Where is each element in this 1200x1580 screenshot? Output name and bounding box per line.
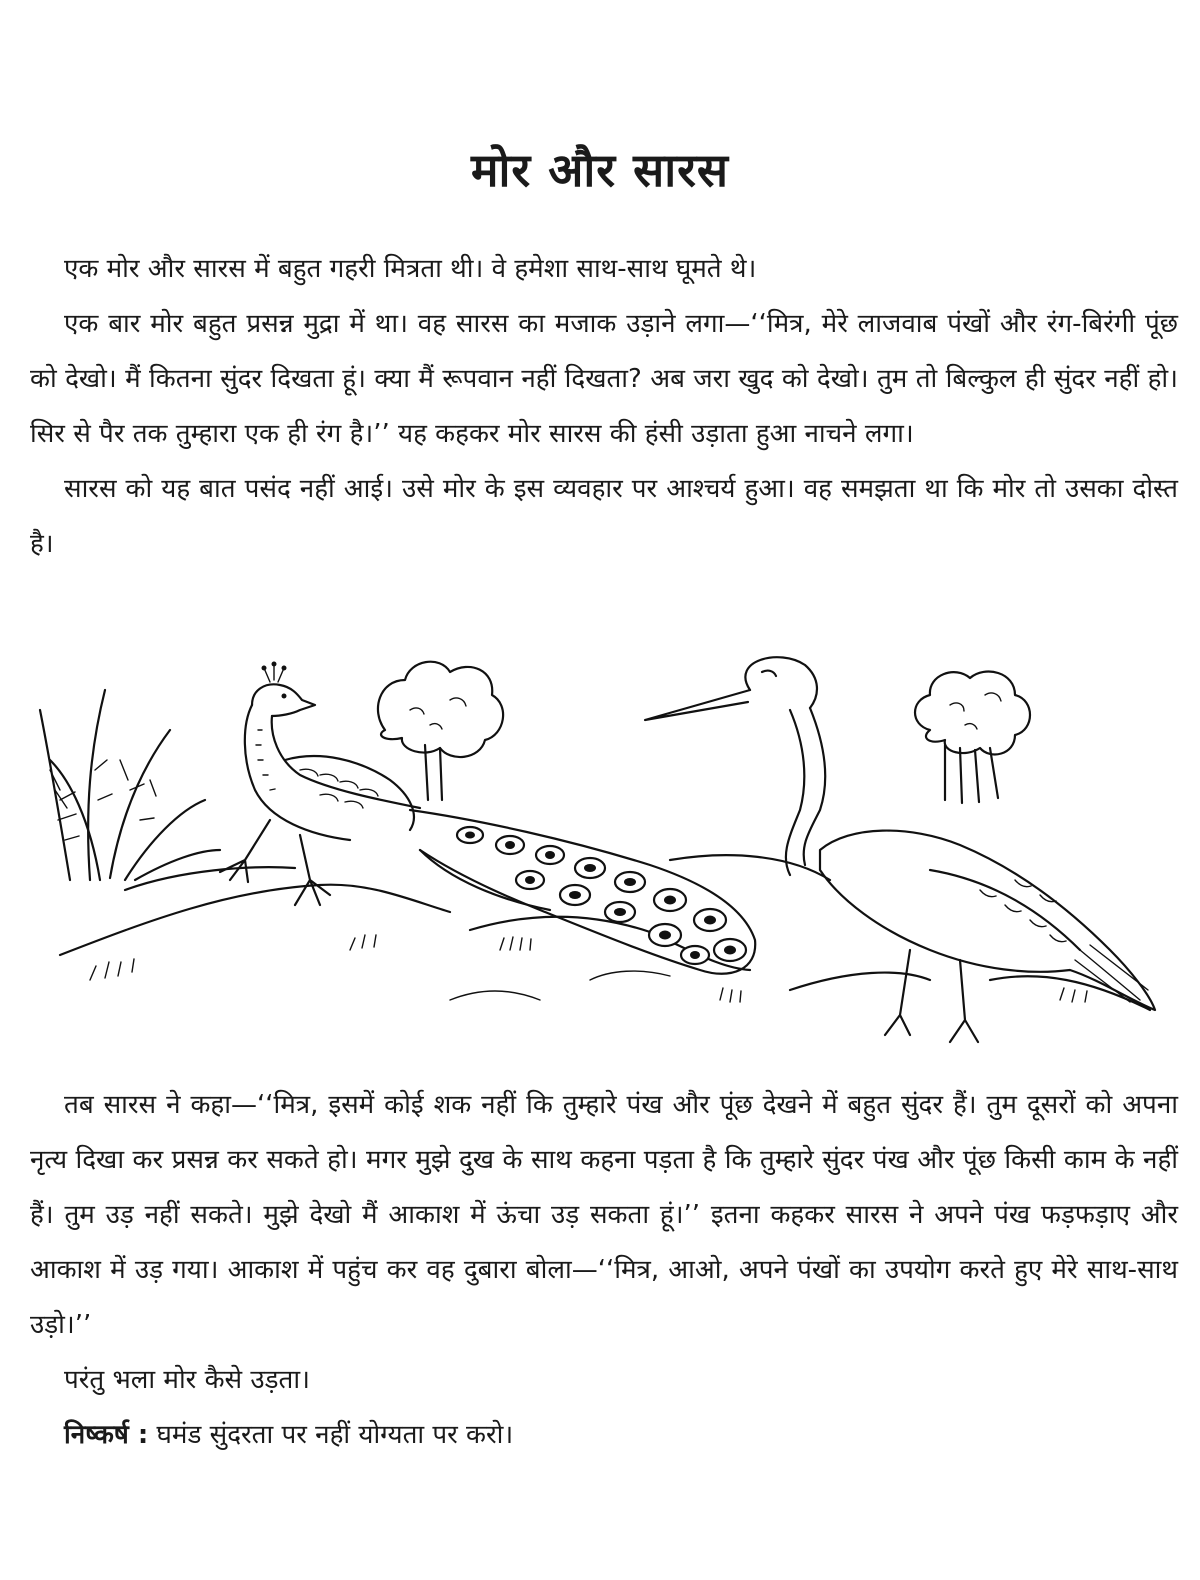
story-illustration	[30, 650, 1175, 1065]
paragraph: तब सारस ने कहा—‘‘मित्र, इसमें कोई शक नहीं कि तुम्हारे पंख और पूंछ देखने में बहुत सुंदर हैं। तुम दूसरों को अपना नृत्य दिखा कर प्रसन्न कर सकते हो। मगर मुझे दुख के साथ कहना पड़ता है कि तुम्हारे सुंदर पंख और पूंछ किसी काम के नहीं हैं। तुम उड़ नहीं सकते। मुझे देखो मैं आकाश में ऊंचा उड़ सकता हूं।’’ इतना कहकर सारस ने अपने पंख फड़फड़ाए और आकाश में उड़ गया। आकाश में पहुंच कर वह दुबारा बोला—‘‘मित्र, आओ, अपने पंखों का उपयोग करते हुए मेरे साथ-साथ उड़ो।’’	[30, 1090, 1178, 1340]
ground-icon	[60, 855, 1150, 1010]
tree-icon	[378, 662, 503, 800]
paragraph: एक मोर और सारस में बहुत गहरी मित्रता थी। वे हमेशा साथ-साथ घूमते थे।	[64, 254, 757, 284]
grass-icon	[40, 690, 220, 880]
peacock-icon	[220, 662, 755, 974]
illustration-svg	[30, 650, 1175, 1065]
paragraph: एक बार मोर बहुत प्रसन्न मुद्रा में था। वह सारस का मजाक उड़ाने लगा—‘‘मित्र, मेरे लाजवाब पंखों और रंग-बिरंगी पूंछ को देखो। मैं कितना सुंदर दिखता हूं। क्या मैं रूपवान नहीं दिखता? अब जरा खुद को देखो। तुम तो बिल्कुल ही सुंदर नहीं हो। सिर से पैर तक तुम्हारा एक ही रंग है।’’ यह कहकर मोर सारस की हंसी उड़ाता हुआ नाचने लगा।	[30, 309, 1178, 449]
moral-text: घमंड सुंदरता पर नहीं योग्यता पर करो।	[148, 1420, 514, 1450]
tree-icon	[915, 672, 1030, 803]
paragraph: परंतु भला मोर कैसे उड़ता।	[64, 1365, 310, 1395]
paragraph: सारस को यह बात पसंद नहीं आई। उसे मोर के इस व्यवहार पर आश्चर्य हुआ। वह समझता था कि मोर तो उसका दोस्त है।	[30, 474, 1178, 559]
story-text-top	[30, 242, 1178, 572]
story-text-bottom	[30, 1078, 1178, 1463]
story-title: मोर और सारस	[470, 143, 730, 197]
moral-label: निष्कर्ष :	[64, 1420, 149, 1450]
crane-icon	[645, 657, 1155, 1042]
moral-line	[30, 1408, 1178, 1463]
